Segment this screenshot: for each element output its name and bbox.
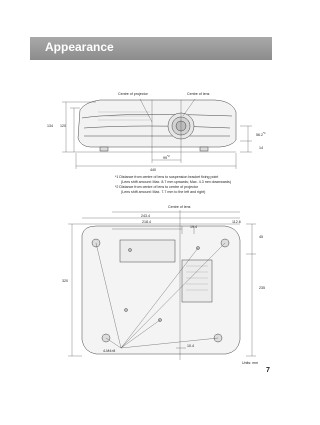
dim-99: 99$^{*2}$ [163, 154, 170, 161]
dim-19: 19.4 [190, 225, 197, 229]
footnote-mark: *2 [115, 185, 119, 189]
dim-10: 10.4 [187, 344, 194, 348]
dim-235: 235 [259, 286, 265, 290]
units-label: Units: mm [242, 361, 259, 365]
label-centre-lens-bottom: Centre of lens [168, 205, 191, 209]
dim-45: 45 [259, 235, 263, 239]
dim-height-120: 120 [60, 124, 66, 128]
footnote-text: Distance from centre of lens to suspension bracket fixing point [119, 175, 219, 179]
footnote-text: (Lens shift amount: Max. 8.7 mm upwards; Max. 4.3 mm downwards) [121, 180, 232, 184]
dim-218: 218.4 [142, 220, 151, 224]
dim-320: 320 [62, 279, 68, 283]
page-number: 7 [266, 367, 270, 374]
page-title: Appearance [45, 40, 114, 54]
label-centre-projector: Centre of projector [118, 92, 148, 96]
dim-243: 243.4 [141, 214, 150, 218]
dim-112: 112.6 [232, 220, 241, 224]
dim-height-134: 134 [47, 124, 53, 128]
footnote-mark: *1 [115, 175, 119, 179]
footnote-text: (Lens shift amount: Max. 7.7 mm to the left and right) [121, 190, 206, 194]
dim-14: 14 [259, 146, 263, 150]
label-centre-lens: Centre of lens [187, 92, 210, 96]
dim-width-440: 440 [150, 168, 156, 172]
screw-label: 4-M4×8 [103, 349, 116, 353]
dim-56: 56.2$^{*1}$ [256, 131, 266, 138]
footnote-text: Distance from centre of lens to centre of projector [119, 185, 199, 189]
